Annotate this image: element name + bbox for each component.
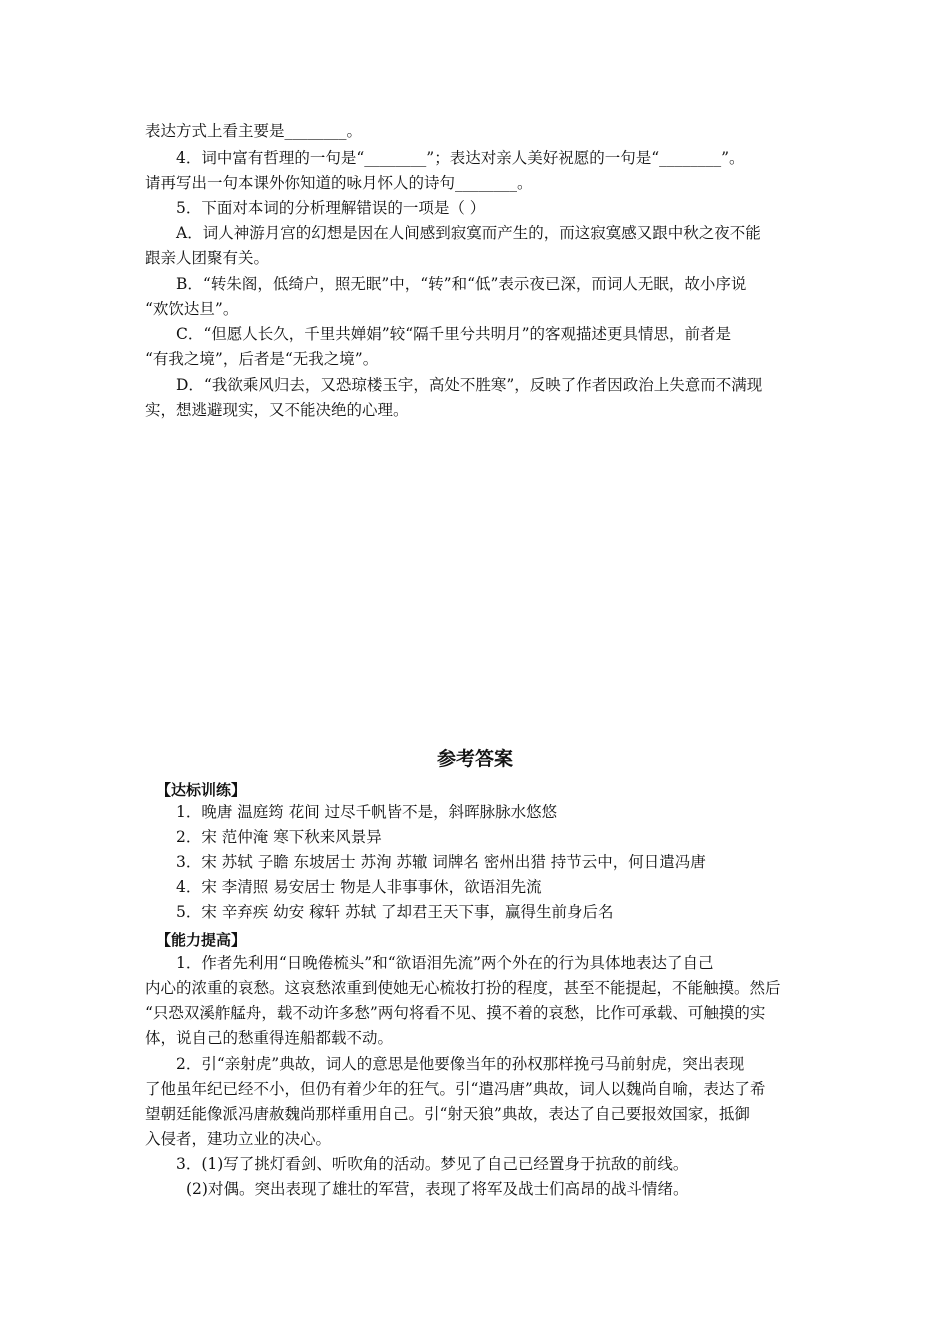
answer-2-line1: 2．引“亲射虎”典故，词人的意思是他要像当年的孙权那样挽弓马前射虎，突出表现 — [176, 1055, 745, 1073]
answer-item: 5．宋 辛弃疾 幼安 稼轩 苏轼 了却君王天下事，赢得生前身后名 — [176, 903, 614, 921]
section-heading-practice: 【达标训练】 — [156, 781, 247, 799]
answers-title: 参考答案 — [436, 748, 513, 770]
answer-2-line4: 入侵者，建功立业的决心。 — [145, 1130, 332, 1148]
answer-1-line2: 内心的浓重的哀愁。这哀愁浓重到使她无心梳妆打扮的程度，甚至不能提起，不能触摸。然后 — [145, 979, 781, 997]
option-d-line1: D．“我欲乘风归去，又恐琼楼玉宇，高处不胜寒”，反映了作者因政治上失意而不满现 — [176, 376, 763, 394]
answer-1-line4: 体，说自己的愁重得连船都载不动。 — [145, 1029, 394, 1047]
answer-item: 1．晚唐 温庭筠 花间 过尽千帆皆不是，斜晖脉脉水悠悠 — [176, 803, 558, 821]
answer-1-line3: “只恐双溪舴艋舟，载不动许多愁”两句将看不见、摸不着的哀愁，比作可承载、可触摸的实 — [145, 1004, 766, 1022]
option-a-line2: 跟亲人团聚有关。 — [145, 249, 270, 267]
answer-2-line3: 望朝廷能像派冯唐赦魏尚那样重用自己。引“射天狼”典故，表达了自己要报效国家，抵御 — [145, 1105, 750, 1123]
option-b-line2: “欢饮达旦”。 — [145, 300, 239, 318]
option-a-line1: A．词人神游月宫的幻想是因在人间感到寂寞而产生的，而这寂寞感又跟中秋之夜不能 — [176, 224, 761, 242]
option-c-line1: C．“但愿人长久，千里共婵娟”较“隔千里兮共明月”的客观描述更具情思，前者是 — [176, 325, 732, 343]
answer-item: 2．宋 范仲淹 寒下秋来风景异 — [176, 828, 382, 846]
q4-line1: 4．词中富有哲理的一句是“________”；表达对亲人美好祝愿的一句是“________”。 — [176, 149, 745, 167]
answer-item: 4．宋 李清照 易安居士 物是人非事事休，欲语泪先流 — [176, 878, 542, 896]
answer-3-line1: 3．(1)写了挑灯看剑、听吹角的活动。梦见了自己已经置身于抗敌的前线。 — [176, 1155, 689, 1173]
answer-1-line1: 1．作者先利用“日晚倦梳头”和“欲语泪先流”两个外在的行为具体地表达了自己 — [176, 954, 714, 972]
q5-stem: 5．下面对本词的分析理解错误的一项是（ ） — [176, 199, 486, 217]
option-c-line2: “有我之境”，后者是“无我之境”。 — [145, 350, 379, 368]
answer-3-line2: (2)对偶。突出表现了雄壮的军营，表现了将军及战士们高昂的战斗情绪。 — [186, 1180, 689, 1198]
q4-line2: 请再写出一句本课外你知道的咏月怀人的诗句________。 — [145, 174, 533, 192]
option-b-line1: B．“转朱阁，低绮户，照无眠”中，“转”和“低”表示夜已深，而词人无眠，故小序说 — [176, 275, 747, 293]
section-heading-improvement: 【能力提高】 — [156, 931, 247, 949]
option-d-line2: 实，想逃避现实，又不能决绝的心理。 — [145, 401, 409, 419]
answer-2-line2: 了他虽年纪已经不小，但仍有着少年的狂气。引“遣冯唐”典故，词人以魏尚自喻，表达了希 — [145, 1080, 766, 1098]
answer-item: 3．宋 苏轼 子瞻 东坡居士 苏洵 苏辙 词牌名 密州出猎 持节云中，何日遣冯唐 — [176, 853, 706, 871]
q3-tail: 表达方式上看主要是________。 — [145, 122, 363, 140]
